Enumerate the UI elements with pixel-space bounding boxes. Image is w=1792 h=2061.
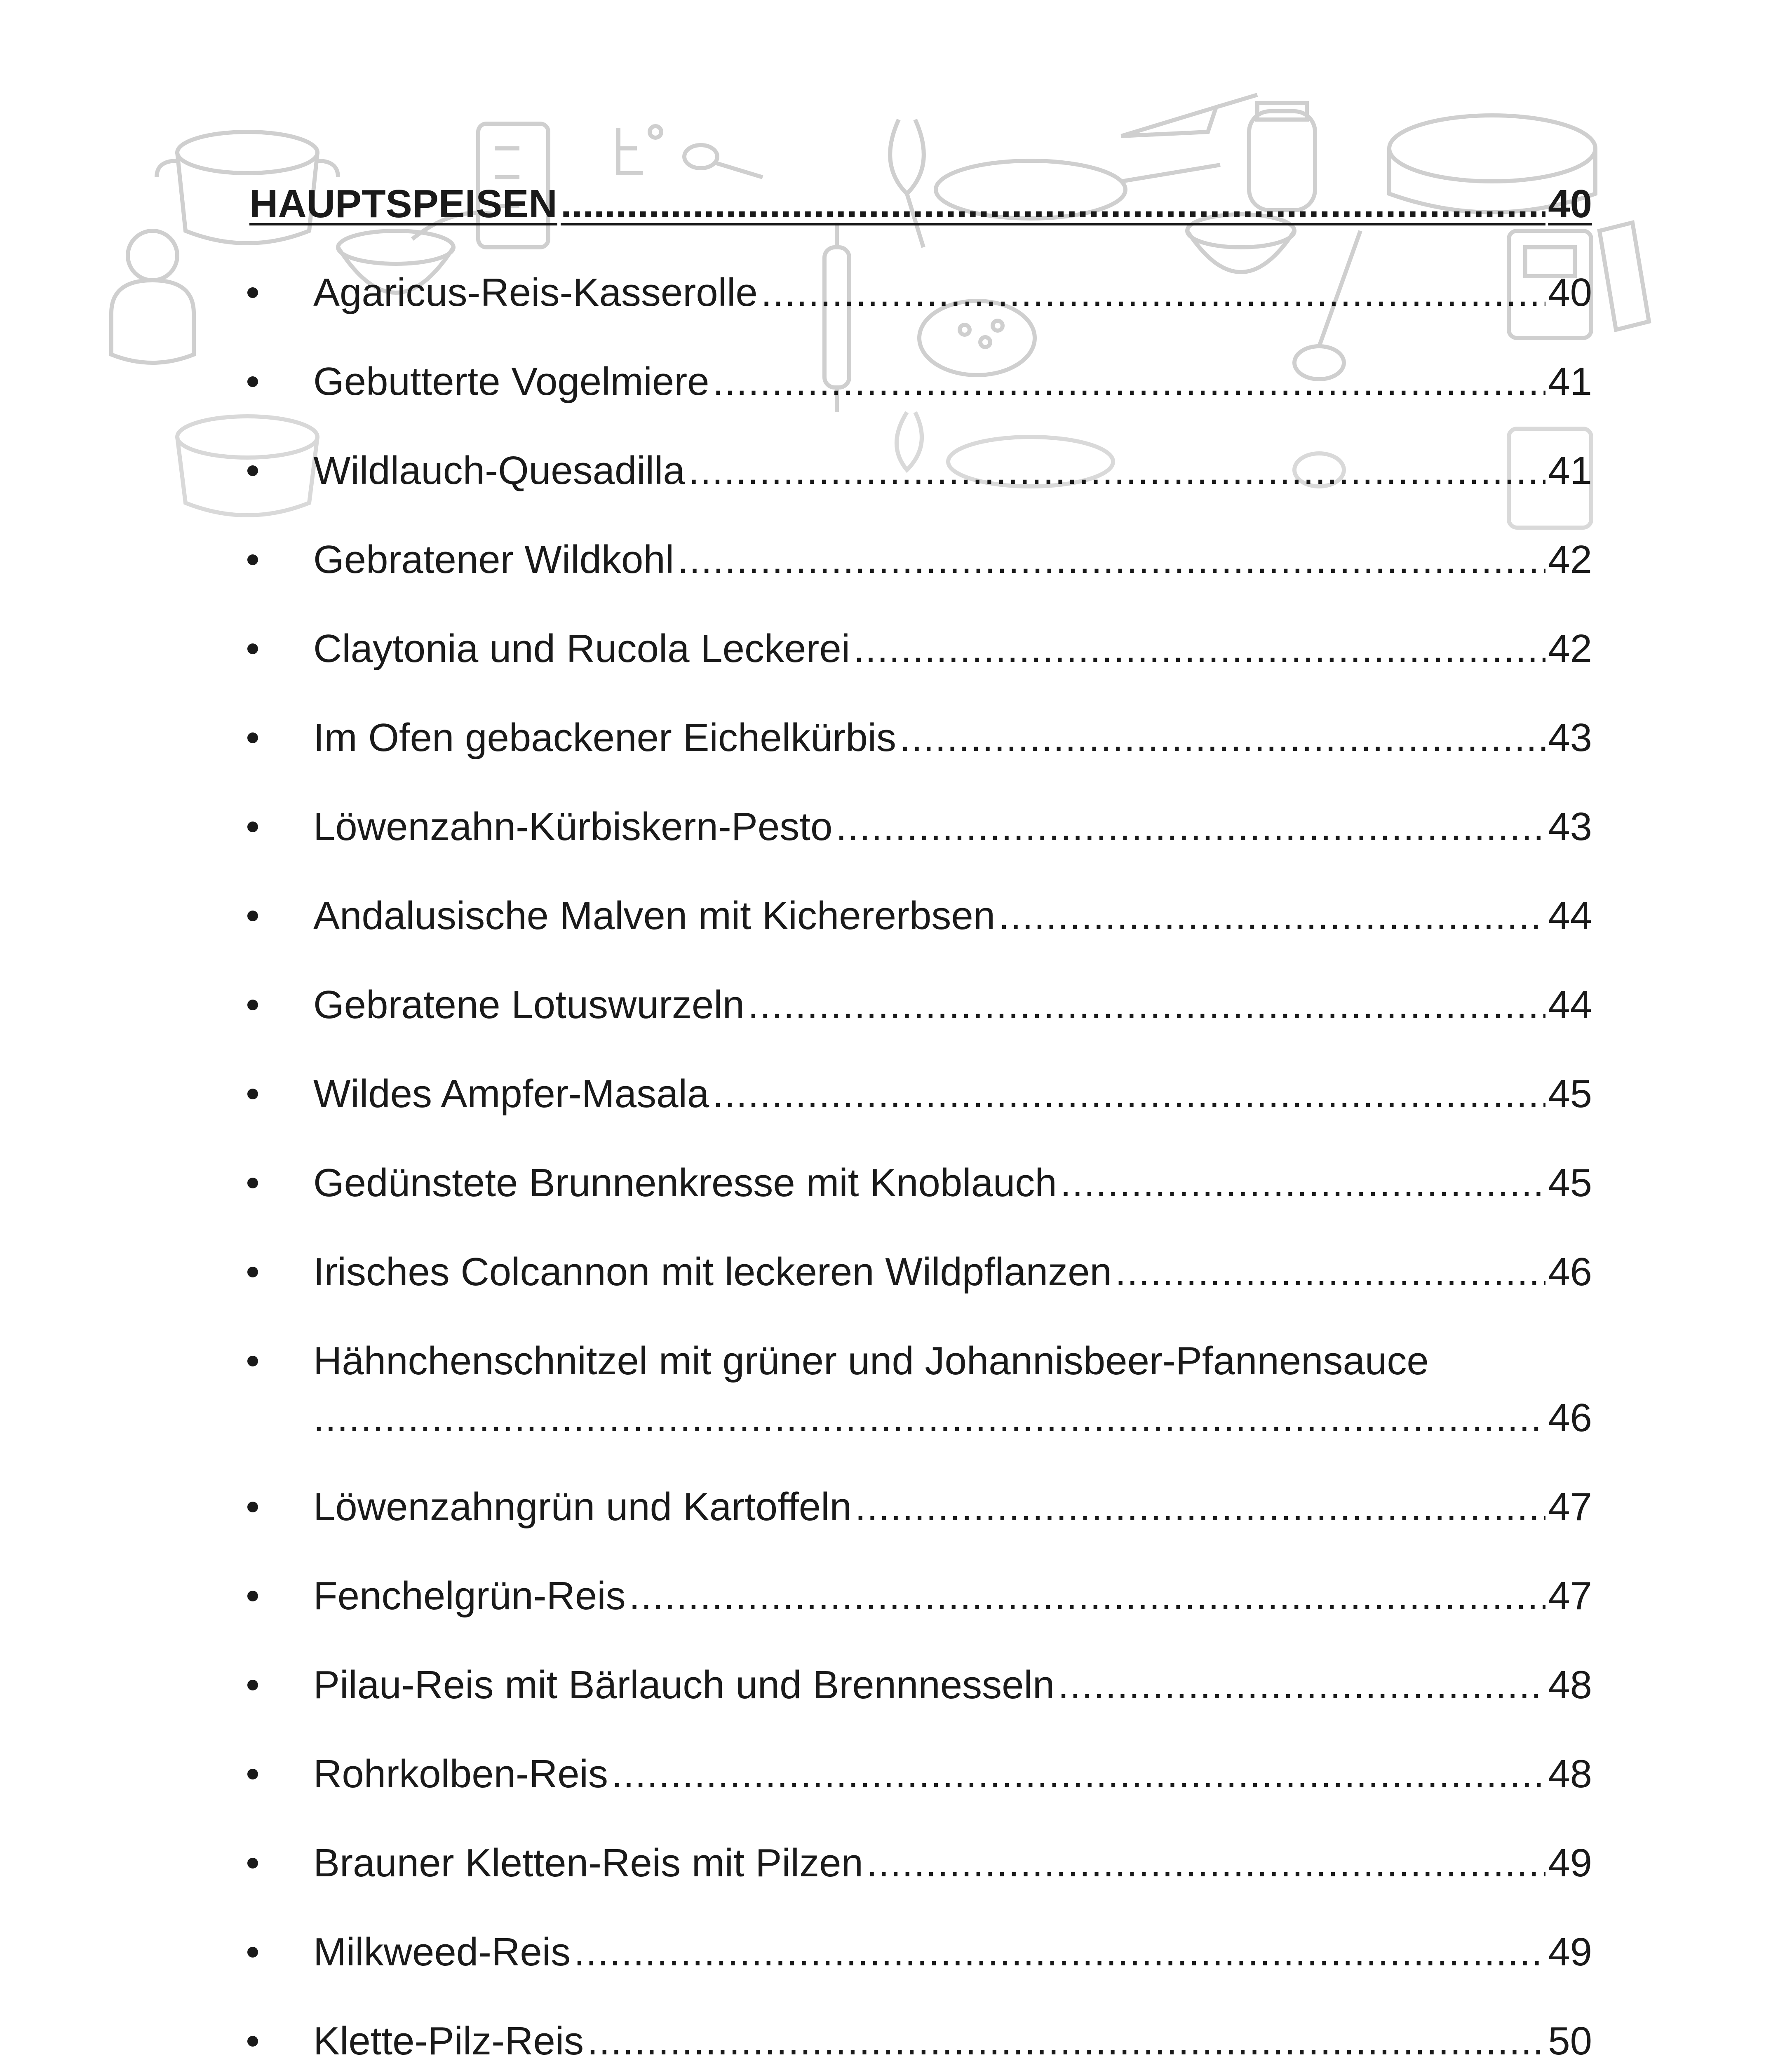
entry-title: Gebratene Lotuswurzeln <box>313 983 745 1027</box>
entry-page-number: 45 <box>1548 1072 1592 1116</box>
bullet-icon <box>247 1769 258 1779</box>
entry-page-number: 46 <box>1548 1396 1592 1440</box>
bullet-icon <box>247 1947 258 1958</box>
entry-title: Milkweed-Reis <box>313 1930 571 1974</box>
dot-leader <box>900 713 1545 763</box>
dot-leader <box>611 1749 1545 1799</box>
entry-title: Gedünstete Brunnenkresse mit Knoblauch <box>313 1161 1057 1205</box>
bullet-icon <box>247 1356 258 1366</box>
bullet-icon <box>247 2036 258 2047</box>
dot-leader <box>867 1838 1545 1888</box>
dot-leader <box>748 980 1545 1030</box>
entry-page-number: 48 <box>1548 1752 1592 1796</box>
dot-leader <box>629 1571 1546 1621</box>
entry-page-number: 45 <box>1548 1161 1592 1205</box>
entry-page-number: 41 <box>1548 359 1592 404</box>
entry-page-number: 44 <box>1548 983 1592 1027</box>
entry-page-number: 40 <box>1548 270 1592 315</box>
dot-leader <box>1115 1247 1545 1297</box>
entry-page-number: 50 <box>1548 2019 1592 2061</box>
bullet-icon <box>247 732 258 743</box>
bullet-icon <box>247 643 258 654</box>
bullet-icon <box>247 465 258 476</box>
dot-leader <box>677 535 1545 584</box>
dot-leader <box>998 891 1545 941</box>
entry-page-number: 42 <box>1548 627 1592 671</box>
dot-leader <box>313 1393 1545 1443</box>
bullet-icon <box>247 1000 258 1010</box>
entry-title: Pilau-Reis mit Bärlauch und Brennnesseln <box>313 1663 1055 1707</box>
bullet-icon <box>247 1089 258 1099</box>
bullet-icon <box>247 376 258 387</box>
entry-title: Agaricus-Reis-Kasserolle <box>313 270 758 315</box>
dot-leader <box>1058 1660 1545 1710</box>
entry-title: Fenchelgrün-Reis <box>313 1574 626 1618</box>
bullet-icon <box>247 1858 258 1869</box>
entry-page-number: 43 <box>1548 716 1592 760</box>
section-title: HAUPTSPEISEN <box>249 182 557 226</box>
entry-page-number: 43 <box>1548 805 1592 849</box>
entry-title: Brauner Kletten-Reis mit Pilzen <box>313 1841 863 1885</box>
entry-page-number: 49 <box>1548 1930 1592 1974</box>
entry-page-number: 47 <box>1548 1485 1592 1529</box>
bullet-icon <box>247 911 258 921</box>
entry-page-number: 47 <box>1548 1574 1592 1618</box>
entry-title: Irisches Colcannon mit leckeren Wildpflanzen <box>313 1250 1112 1294</box>
bullet-icon <box>247 554 258 565</box>
entry-title: Andalusische Malven mit Kichererbsen <box>313 894 996 938</box>
toc-section-heading[interactable] <box>0 179 1792 229</box>
bullet-icon <box>247 287 258 298</box>
entry-page-number: 41 <box>1548 448 1592 493</box>
entry-title: Gebratener Wildkohl <box>313 538 674 582</box>
dot-leader <box>761 268 1546 317</box>
entry-title: Klette-Pilz-Reis <box>313 2019 584 2061</box>
entry-page-number: 46 <box>1548 1250 1592 1294</box>
dot-leader <box>561 179 1545 229</box>
dot-leader <box>853 624 1545 674</box>
bullet-icon <box>247 1680 258 1690</box>
entry-title: Wildlauch-Quesadilla <box>313 448 685 493</box>
dot-leader <box>574 1927 1545 1977</box>
entry-title: Löwenzahn-Kürbiskern-Pesto <box>313 805 833 849</box>
dot-leader <box>1060 1158 1545 1208</box>
dot-leader <box>688 446 1545 495</box>
dot-leader <box>713 357 1546 406</box>
entry-title: Gebutterte Vogelmiere <box>313 359 709 404</box>
entry-title: Löwenzahngrün und Kartoffeln <box>313 1485 852 1529</box>
entry-title: Hähnchenschnitzel mit grüner und Johannisbeer-Pfannensauce <box>313 1339 1429 1383</box>
entry-page-number: 42 <box>1548 538 1592 582</box>
entry-page-number: 48 <box>1548 1663 1592 1707</box>
bullet-icon <box>247 1178 258 1188</box>
bullet-icon <box>247 1267 258 1277</box>
dot-leader <box>836 802 1545 852</box>
dot-leader <box>712 1069 1545 1119</box>
bullet-icon <box>247 1591 258 1601</box>
entry-title: Im Ofen gebackener Eichelkürbis <box>313 716 897 760</box>
entry-title: Rohrkolben-Reis <box>313 1752 608 1796</box>
entry-page-number: 49 <box>1548 1841 1592 1885</box>
entry-title: Wildes Ampfer-Masala <box>313 1072 709 1116</box>
entry-page-number: 44 <box>1548 894 1592 938</box>
section-page-number: 40 <box>1548 182 1592 226</box>
bullet-icon <box>247 1502 258 1512</box>
dot-leader <box>855 1482 1545 1532</box>
dot-leader <box>587 2016 1545 2061</box>
bullet-icon <box>247 822 258 832</box>
entry-title: Claytonia und Rucola Leckerei <box>313 627 850 671</box>
